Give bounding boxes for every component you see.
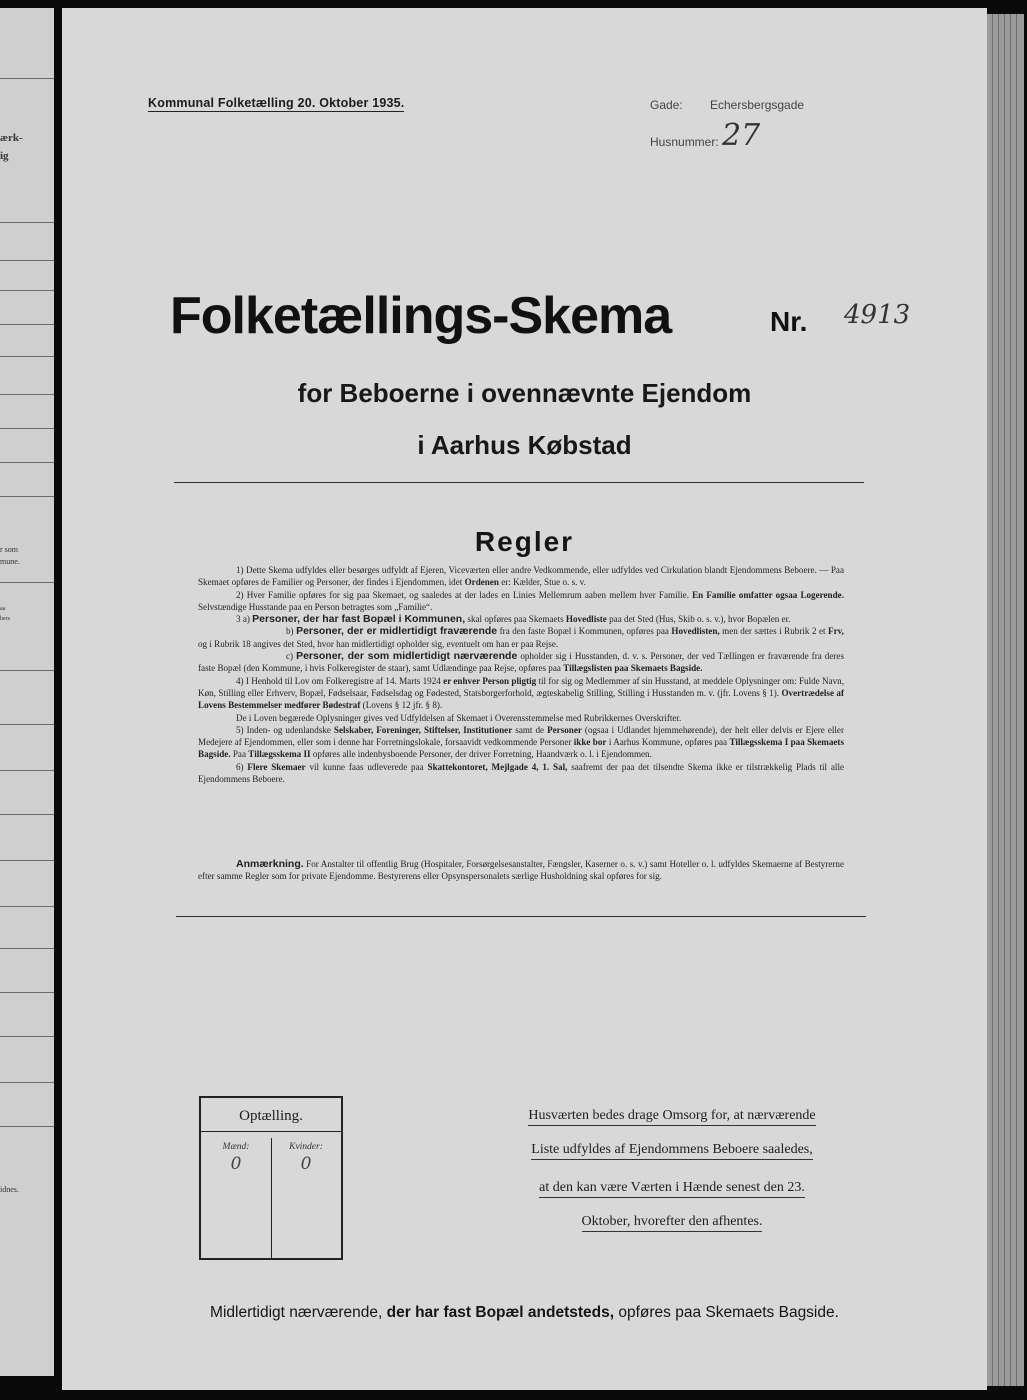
rule-3b: b) Personer, der er midlertidigt fraværende fra den faste Bopæl i Kommunen, opføres paa Hovedlisten, men der sættes i Rubrik 2 et Frv, og i Rubrik 18 angives det Sted, hvor han midlertidigt opholder sig, eventuelt om han er paa Rejse. [198, 625, 844, 649]
left-page-text: mune. [0, 557, 20, 566]
remark-text: Anmærkning. For Anstalter til offentlig Brug (Hospitaler, Forsørgelsesanstalter, Fængsler, Kaserner o. s. v.) samt Hoteller o. l. udfyldes Skemaerne af Bestyrerne efter samme Regler som for private Ejendomme. Bestyrerens eller Opsynspersonalets særlige Husholdning skal opføres for sig. [198, 858, 844, 882]
divider [0, 582, 54, 583]
divider [0, 860, 54, 861]
form-subtitle: i Aarhus Købstad [417, 430, 632, 460]
divider [0, 496, 54, 497]
house-number-value: 27 [722, 118, 761, 153]
rule-5: 5) Inden- og udenlandske Selskaber, Foreninger, Stiftelser, Institutioner samt de Personer (ogsaa i Udlandet hjemmehørende), der helt eller delvis er Ejere eller Medejere af Ejendommen, eller som i denne har Forretningslokale, forsaavidt vedkommende Personer ikke bor i Aarhus Kommune, opføres paa Tillægsskema I paa Skemaets Bagside. Paa Tillægsskema II opføres alle indenbysboende Personer, der driver Forretning, Haandværk o. l. i Ejendommen. [198, 724, 844, 760]
rules-heading: Regler [474, 526, 575, 557]
divider [0, 1126, 54, 1127]
street-label: Gade: [650, 98, 683, 112]
divider [0, 222, 54, 223]
notice-line: Liste udfyldes af Ejendommens Beboere saaledes, [492, 1142, 852, 1158]
left-page-text: r som [0, 545, 18, 554]
divider [0, 428, 54, 429]
left-page-text: bers [0, 616, 10, 622]
census-form-page [62, 8, 987, 1390]
left-page-text: ig [0, 150, 9, 162]
divider [0, 948, 54, 949]
remark-label: Anmærkning. [236, 858, 304, 870]
women-count-value: 0 [300, 1154, 312, 1174]
divider [0, 462, 54, 463]
men-count-value: 0 [230, 1154, 242, 1174]
divider [0, 770, 54, 771]
divider [176, 916, 866, 917]
men-count-label: Mænd: [222, 1142, 250, 1152]
divider [0, 992, 54, 993]
notice-line: at den kan være Værten i Hænde senest den 23. [492, 1180, 852, 1196]
divider [0, 324, 54, 325]
rules-text [198, 564, 844, 785]
divider [0, 906, 54, 907]
street-value: Echersbergsgade [710, 98, 805, 112]
left-page-text: ærk- [0, 132, 23, 144]
count-title: Optælling. [201, 1108, 341, 1132]
divider [0, 814, 54, 815]
divider [0, 260, 54, 261]
count-box [199, 1096, 343, 1260]
divider [0, 1036, 54, 1037]
form-number-label: Nr. [770, 306, 808, 337]
left-page-text: aa [0, 606, 6, 612]
divider [0, 670, 54, 671]
divider [0, 356, 54, 357]
house-number-label: Husnummer: [650, 135, 719, 149]
rule-1: 1) Dette Skema udfyldes eller besørges udfyldt af Ejeren, Viceværten eller andre Vedkommende, eller udfyldes ved Cirkulation blandt Ejendommens Beboere. — Paa Skemaet opføres de Familier og Personer, der findes i Ejendommen, idet Ordenen er: Kælder, Stue o. s. v. [198, 565, 844, 588]
divider [0, 290, 54, 291]
form-number-value: 4913 [844, 300, 911, 330]
divider [174, 482, 864, 483]
divider [0, 394, 54, 395]
left-page-fragment [0, 8, 54, 1376]
rule-3a: 3 a) Personer, der har fast Bopæl i Kommunen, skal opføres paa Skemaets Hovedliste paa det Sted (Hus, Skib o. s. v.), hvor Bopælen er. [236, 613, 791, 626]
women-count-label: Kvinder: [289, 1142, 323, 1152]
form-title: Folketællings-Skema [170, 287, 672, 345]
footer-note: Midlertidigt nærværende, der har fast Bopæl andetsteds, opføres paa Skemaets Bagside. [210, 1304, 839, 1321]
rule-6: 6) Flere Skemaer vil kunne faas udleverede paa Skattekontoret, Mejlgade 4, 1. Sal, saafremt der paa det tilsendte Skema ikke er tilstrækkelig Plads til alle Ejendommens Beboere. [198, 761, 845, 785]
rule-2: 2) Hver Familie opføres for sig paa Skemaet, og saaledes at der lades en Linies Mellemrum aaben mellem hver Familie. En Familie omfatter ogsaa Logerende. Selvstændige Husstande paa en Person betragtes som „Familie“. [198, 589, 844, 612]
notice-line: Husværten bedes drage Omsorg for, at nærværende [492, 1108, 852, 1124]
divider [0, 724, 54, 725]
census-header-label: Kommunal Folketælling 20. Oktober 1935. [148, 96, 405, 110]
notice-line: Oktober, hvorefter den afhentes. [492, 1214, 852, 1230]
rule-4-note: De i Loven begærede Oplysninger gives ved Udfyldelsen af Skemaet i Overensstemmelse med Rubrikkernes Overskrifter. [236, 712, 682, 723]
rule-4: 4) I Henhold til Lov om Folkeregistre af 14. Marts 1924 er enhver Person pligtig til for sig og Medlemmer af sin Husstand, at meddele Oplysninger om: Fulde Navn, Køn, Stilling eller Erhverv, Bopæl, Fødselsaar, Fødselsdag og Fødested, Statsborgerforhold, ægteskabelig Stilling, Stilling i Husstanden m. v. (jfr. Lovens § 1). Overtrædelse af Lovens Bestemmelser medfører Bødestraf (Lovens § 12 jfr. § 8). [198, 675, 845, 711]
divider [0, 1082, 54, 1083]
left-page-text: idnes. [0, 1185, 19, 1194]
divider [0, 78, 54, 79]
page-stack-edge [982, 14, 1024, 1386]
form-subtitle: for Beboerne i ovennævnte Ejendom [297, 378, 752, 408]
rule-3c: c) Personer, der som midlertidigt nærværende opholder sig i Husstanden, d. v. s. Personer, der ved Tællingen er fraværende fra deres faste Bopæl (den Kommune, i hvis Folkeregister de staar), samt Udlændinge paa Rejse, opføres paa Tillægslisten paa Skemaets Bagside. [198, 650, 844, 674]
